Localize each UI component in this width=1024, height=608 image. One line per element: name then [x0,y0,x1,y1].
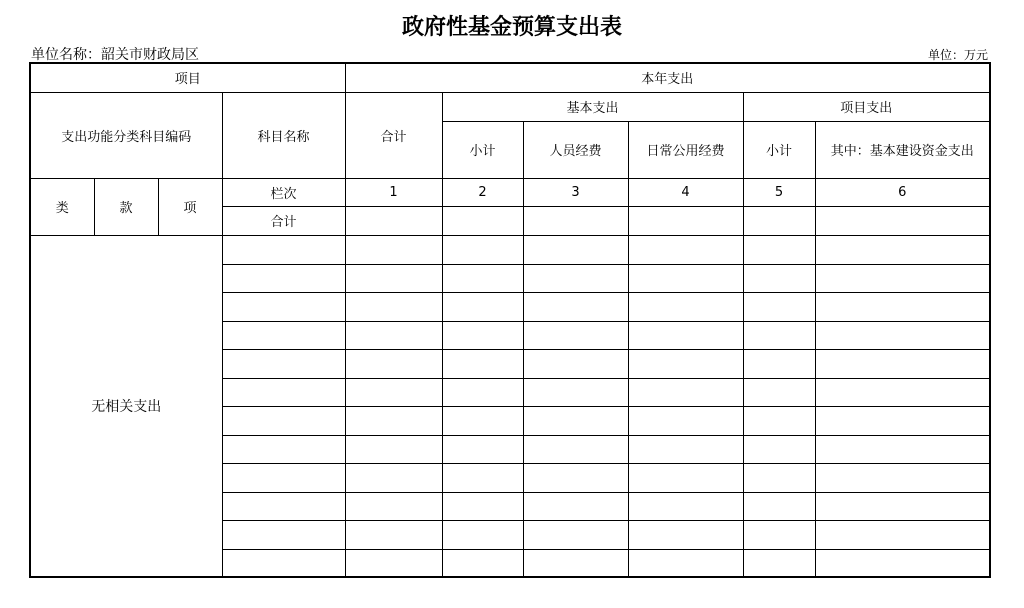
table-cell [523,264,628,292]
no-expense-note: 无相关支出 [30,235,222,577]
table-cell [222,264,345,292]
table-cell [222,292,345,321]
table-cell [442,435,523,463]
table-cell [523,321,628,349]
col-num-6: 6 [815,178,990,206]
table-cell [442,463,523,492]
unit-name: 单位名称：韶关市财政局区 [31,47,199,63]
col-num-5: 5 [743,178,815,206]
table-cell [222,463,345,492]
header-personnel: 人员经费 [523,121,628,178]
header-basic-subtotal: 小计 [442,121,523,178]
table-cell [815,264,990,292]
table-cell [523,349,628,378]
table-cell [743,406,815,435]
sum-row-label: 合计 [222,206,345,235]
table-cell [743,206,815,235]
table-cell [345,321,442,349]
table-cell [815,321,990,349]
table-cell [743,264,815,292]
table-cell [345,235,442,264]
table-cell [345,406,442,435]
table-cell [743,378,815,406]
table-cell [442,321,523,349]
table-cell [815,406,990,435]
table-cell [815,378,990,406]
table-cell [628,206,743,235]
col-num-3: 3 [523,178,628,206]
table-cell [345,349,442,378]
table-cell [442,492,523,520]
table-cell [442,235,523,264]
table-cell [628,435,743,463]
table-cell [345,378,442,406]
table-cell [222,435,345,463]
table-cell [523,206,628,235]
table-cell [523,406,628,435]
table-cell [815,292,990,321]
table-cell [815,520,990,549]
table-cell [442,292,523,321]
table-cell [523,492,628,520]
table-cell [222,549,345,577]
column-index-label: 栏次 [222,178,345,206]
table-cell [442,378,523,406]
header-xiang: 项 [158,178,222,235]
table-cell [345,492,442,520]
table-cell [222,321,345,349]
table-cell [345,206,442,235]
header-project-expense: 项目支出 [743,92,990,121]
table-cell [743,349,815,378]
table-cell [628,549,743,577]
table-cell [628,292,743,321]
table-cell [628,463,743,492]
table-cell [442,520,523,549]
table-cell [442,349,523,378]
header-kuan: 款 [94,178,158,235]
table-cell [523,292,628,321]
col-num-1: 1 [345,178,442,206]
table-cell [222,235,345,264]
table-cell [222,378,345,406]
table-cell [345,292,442,321]
table-cell [628,321,743,349]
table-cell [628,349,743,378]
table-cell [345,435,442,463]
table-cell [442,264,523,292]
table-cell [222,349,345,378]
table-cell [815,463,990,492]
table-cell [442,206,523,235]
table-cell [815,235,990,264]
table-cell [743,321,815,349]
table-cell [743,292,815,321]
header-total: 合计 [345,92,442,178]
table-cell [743,463,815,492]
header-item: 项目 [30,63,345,92]
table-cell [815,206,990,235]
table-cell [222,492,345,520]
table-cell [628,520,743,549]
budget-table [29,62,991,578]
table-cell [628,406,743,435]
header-current-year-expense: 本年支出 [345,63,990,92]
table-cell [743,492,815,520]
table-cell [628,264,743,292]
table-cell [442,406,523,435]
header-func-code: 支出功能分类科目编码 [30,92,222,178]
col-num-2: 2 [442,178,523,206]
table-cell [523,520,628,549]
header-capital-construction: 其中：基本建设资金支出 [815,121,990,178]
page-title: 政府性基金预算支出表 [401,14,622,40]
table-cell [523,463,628,492]
table-cell [523,549,628,577]
table-cell [743,520,815,549]
header-daily-public: 日常公用经费 [628,121,743,178]
unit-label: 单位：万元 [927,48,988,62]
table-cell [345,264,442,292]
table-cell [743,435,815,463]
col-num-4: 4 [628,178,743,206]
header-project-subtotal: 小计 [743,121,815,178]
table-cell [743,549,815,577]
table-cell [628,492,743,520]
table-cell [523,235,628,264]
table-cell [222,406,345,435]
table-cell [345,520,442,549]
header-basic-expense: 基本支出 [442,92,743,121]
header-subject-name: 科目名称 [222,92,345,178]
table-cell [523,378,628,406]
table-cell [815,492,990,520]
table-cell [628,235,743,264]
table-cell [815,435,990,463]
table-cell [815,349,990,378]
table-cell [815,549,990,577]
header-lei: 类 [30,178,94,235]
table-cell [442,549,523,577]
table-cell [345,549,442,577]
table-cell [345,463,442,492]
table-cell [523,435,628,463]
table-cell [743,235,815,264]
table-cell [628,378,743,406]
table-cell [222,520,345,549]
